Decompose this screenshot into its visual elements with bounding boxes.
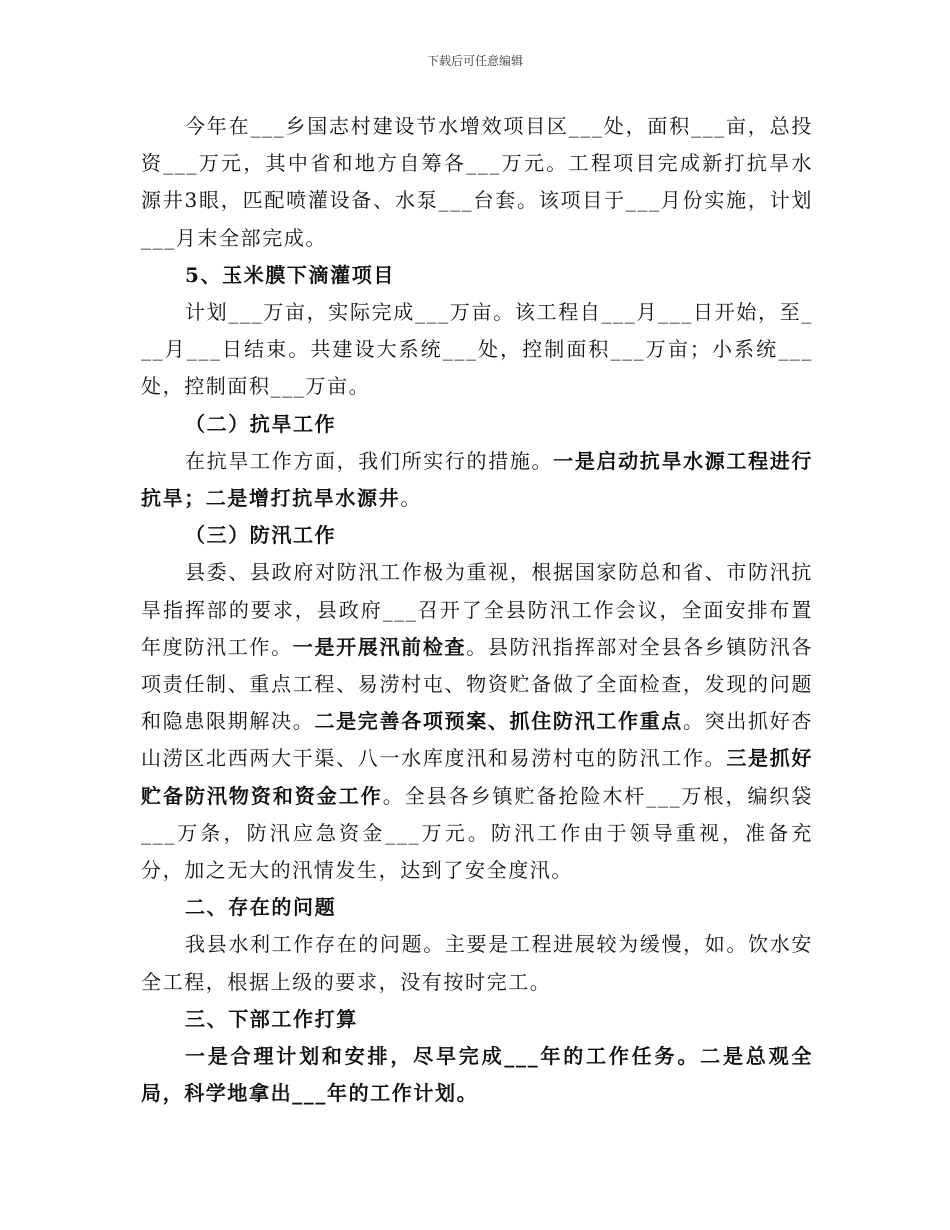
bold-text: 一是开展汛前检查: [292, 634, 467, 659]
body-paragraph: [141, 1038, 813, 1112]
bold-text: 二、存在的问题: [185, 895, 337, 920]
paragraph-text: 。全县各乡镇贮备抢险木杆___万根，编织袋___万条，防汛应急资金___万元。防汛工作由于领导重视，准备充分，加之无大的汛情发生，达到了安全度汛。: [141, 783, 813, 883]
document-body: [141, 108, 813, 1112]
section-heading: [141, 257, 813, 294]
paragraph-text: 。: [400, 486, 422, 511]
body-paragraph: [141, 926, 813, 1000]
bold-text: 二是完善各项预案、抓住防汛工作重点: [314, 709, 683, 734]
paragraph-text: 今年在___乡国志村建设节水增效项目区___处，面积___亩，总投资___万元，其中省和地方自筹各___万元。工程项目完成新打抗旱水源井3眼，匹配喷灌设备、水泵___台套。该项目于___月份实施，计划___月末全部完成。: [141, 114, 813, 250]
bold-text: 三是抓好贮备防汛物资和资金工作: [141, 746, 813, 808]
bold-text: （二）抗旱工作: [185, 411, 337, 436]
body-paragraph: [141, 294, 813, 406]
bold-text: 5、玉米膜下滴灌项目: [185, 262, 395, 287]
paragraph-text: 在抗旱工作方面，我们所实行的措施。: [185, 448, 554, 473]
section-heading: [141, 1001, 813, 1038]
body-paragraph: [141, 108, 813, 257]
section-heading: [141, 406, 813, 443]
bold-text: 一是启动抗旱水源工程进行抗旱；二是增打抗旱水源井: [141, 448, 813, 511]
bold-text: 一是合理计划和安排，尽早完成___年的工作任务。二是总观全局，科学地拿出___年的工作计划。: [141, 1044, 813, 1106]
paragraph-text: 计划___万亩，实际完成___万亩。该工程自___月___日开始，至___月___日结束。共建设大系统___处，控制面积___万亩；小系统___处，控制面积___万亩。: [141, 300, 813, 399]
paragraph-text: 县委、县政府对防汛工作极为重视，根据国家防总和省、市防汛抗旱指挥部的要求，县政府___召开了全县防汛工作会议，全面安排布置年度防汛工作。: [141, 560, 813, 659]
bold-text: （三）防汛工作: [185, 523, 337, 548]
paragraph-text: 。县防汛指挥部对全县各乡镇防汛各项责任制、重点工程、易涝村屯、物资贮备做了全面检查，发现的问题和隐患限期解决。: [141, 634, 813, 734]
page-header: 下载后可任意编辑: [426, 54, 523, 68]
paragraph-text: 我县水利工作存在的问题。主要是工程进展较为缓慢，如。饮水安全工程，根据上级的要求，没有按时完工。: [141, 932, 813, 994]
body-paragraph: [141, 554, 813, 889]
paragraph-text: 。突出抓好杏山涝区北西两大干渠、八一水库度汛和易涝村屯的防汛工作。: [141, 709, 813, 771]
body-paragraph: [141, 443, 813, 517]
section-heading: [141, 517, 813, 554]
bold-text: 三、下部工作打算: [185, 1006, 358, 1031]
section-heading: [141, 889, 813, 926]
